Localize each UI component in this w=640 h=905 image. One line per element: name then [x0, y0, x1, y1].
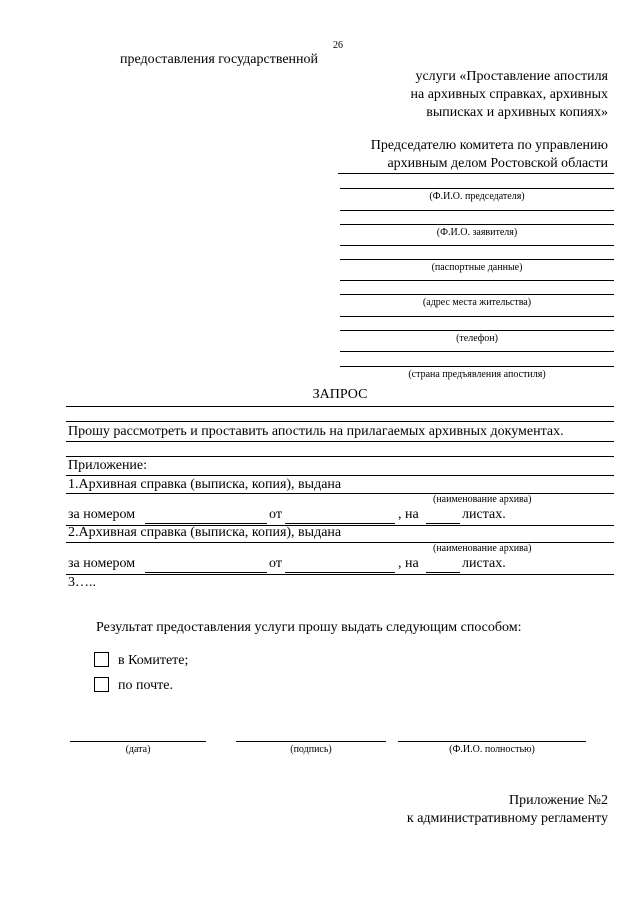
signature-field[interactable]: [236, 741, 386, 742]
result-text: Результат предоставления услуги прошу выдать следующим способом:: [96, 620, 522, 635]
request-line-top: [66, 406, 614, 407]
passport-caption: (паспортные данные): [431, 262, 523, 273]
header-line-1: предоставления государственной: [120, 52, 319, 67]
item1-from-label: от: [269, 507, 282, 522]
item2-number-field[interactable]: [145, 572, 267, 573]
item2-sheets-label: листах.: [462, 556, 506, 571]
passport-line-b: [340, 259, 614, 260]
item1-date-field[interactable]: [285, 523, 395, 524]
addressee-line-1: Председателю комитета по управлению: [370, 138, 608, 153]
attachment-item-1: 1.Архивная справка (выписка, копия), выдана: [68, 477, 342, 492]
header-line-3: на архивных справках, архивных: [410, 87, 608, 102]
footer-line-1: Приложение №2: [509, 793, 608, 808]
phone-line-b: [340, 330, 614, 331]
page-number: 26: [333, 40, 343, 51]
request-text: Прошу рассмотреть и проставить апостиль на прилагаемых архивных документах.: [68, 424, 564, 439]
attachment-line-3: [66, 493, 614, 494]
footer-line-2: к административному регламенту: [406, 811, 608, 826]
attachment-line-2: [66, 475, 614, 476]
signature-caption: (подпись): [290, 744, 332, 755]
addressee-underline: [338, 173, 614, 174]
full-name-field[interactable]: [398, 741, 586, 742]
item2-sheets-field[interactable]: [426, 572, 460, 573]
attachment-item-2: 2.Архивная справка (выписка, копия), выдана: [68, 525, 342, 540]
item1-number-field[interactable]: [145, 523, 267, 524]
applicant-line-a: [340, 210, 614, 211]
document-title: ЗАПРОС: [312, 387, 368, 402]
attachment-line-5: [66, 542, 614, 543]
addressee-line-2: архивным делом Ростовской области: [387, 156, 608, 171]
archive-caption-2: (наименование архива): [433, 543, 532, 554]
address-line-a: [340, 280, 614, 281]
request-line-bottom: [66, 441, 614, 442]
attachment-heading: Приложение:: [68, 458, 148, 473]
item2-number-label: за номером: [68, 556, 136, 571]
item2-date-field[interactable]: [285, 572, 395, 573]
option-mail-checkbox[interactable]: [94, 677, 109, 692]
option-committee-label: в Комитете;: [118, 653, 189, 668]
item1-number-label: за номером: [68, 507, 136, 522]
item2-from-label: от: [269, 556, 282, 571]
item1-sheets-field[interactable]: [426, 523, 460, 524]
passport-line-a: [340, 245, 614, 246]
attachment-line-top: [66, 456, 614, 457]
chairman-caption: (Ф.И.О. председателя): [429, 191, 525, 202]
archive-caption-1: (наименование архива): [433, 494, 532, 505]
address-caption: (адрес места жительства): [422, 297, 532, 308]
header-line-4: выписках и архивных копиях»: [426, 105, 608, 120]
chairman-line: [340, 188, 614, 189]
applicant-line-b: [340, 224, 614, 225]
date-caption: (дата): [125, 744, 151, 755]
applicant-caption: (Ф.И.О. заявителя): [436, 227, 518, 238]
country-caption: (страна предъявления апостиля): [408, 369, 546, 380]
date-field[interactable]: [70, 741, 206, 742]
option-committee-checkbox[interactable]: [94, 652, 109, 667]
phone-line-a: [340, 316, 614, 317]
attachment-line-6: [66, 574, 614, 575]
attachment-item-3: 3…..: [68, 575, 96, 590]
country-line-a: [340, 351, 614, 352]
header-line-2: услуги «Проставление апостиля: [415, 69, 608, 84]
item1-on-label: , на: [398, 507, 419, 522]
address-line-b: [340, 294, 614, 295]
option-mail-label: по почте.: [118, 678, 173, 693]
item2-on-label: , на: [398, 556, 419, 571]
item1-sheets-label: листах.: [462, 507, 506, 522]
country-line-b: [340, 366, 614, 367]
full-name-caption: (Ф.И.О. полностью): [449, 744, 535, 755]
request-line-mid: [66, 421, 614, 422]
phone-caption: (телефон): [456, 333, 498, 344]
